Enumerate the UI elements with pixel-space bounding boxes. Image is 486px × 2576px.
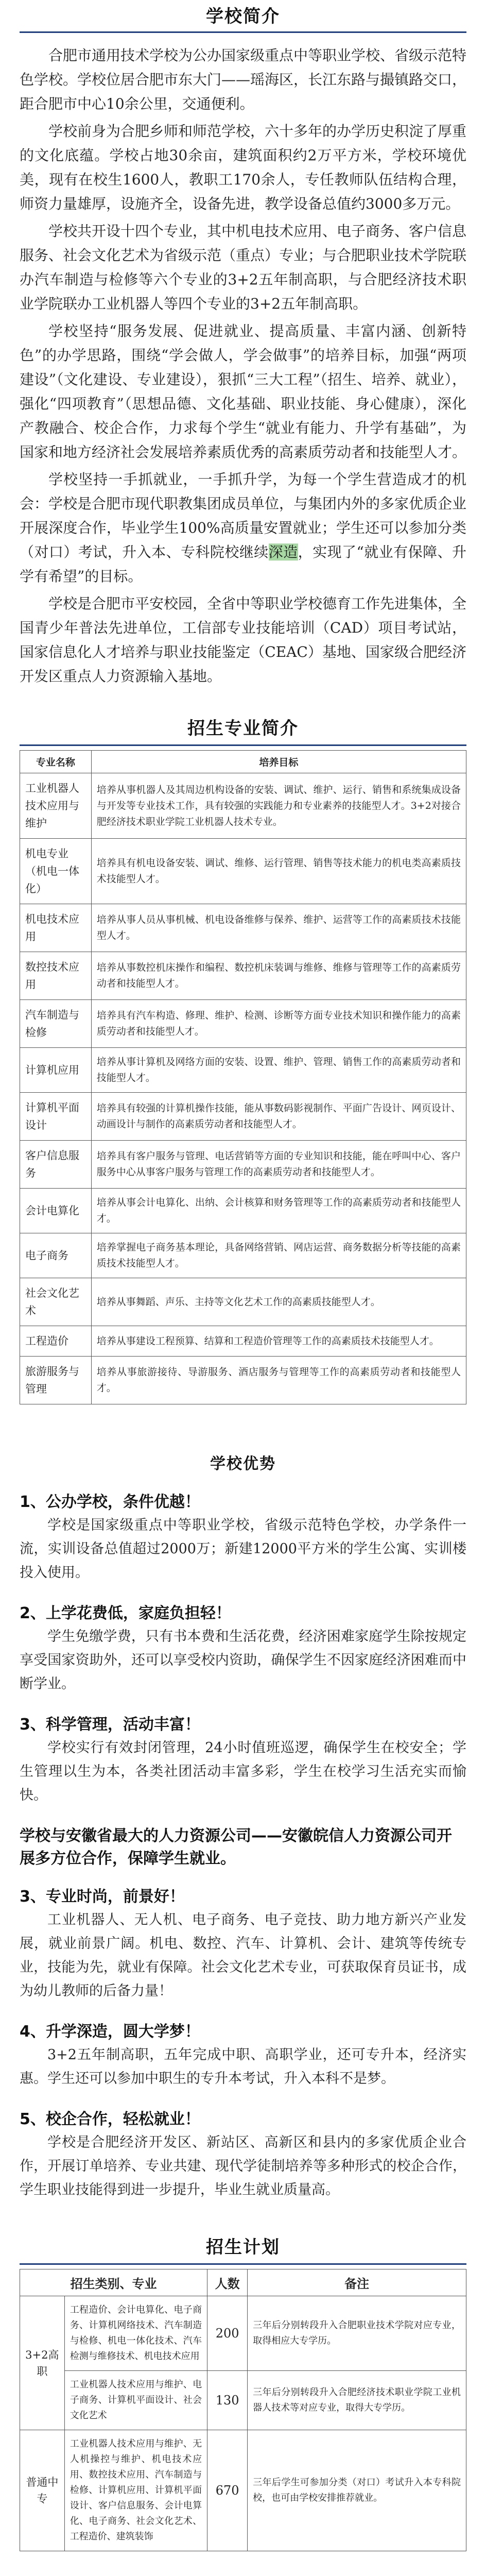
school-intro-section (0, 0, 486, 688)
majors-row (20, 952, 466, 1000)
major-name: 汽车制造与检修 (20, 1000, 92, 1048)
major-goal: 培养具有机电设备安装、调试、维修、运行管理、销售等技术能力的机电类高素质技术技能型人才。 (91, 839, 466, 904)
major-name: 工业机器人技术应用与维护 (20, 773, 92, 839)
plan-col-category: 招生类别、专业 (20, 2269, 207, 2296)
advantages-title: 学校优势 (210, 1455, 276, 1473)
majors-row (20, 1048, 466, 1093)
major-name: 电子商务 (20, 1233, 92, 1278)
major-goal: 培养从事会计电算化、出纳、会计核算和财务管理等工作的高素质劳动者和技能型人才。 (91, 1189, 466, 1233)
advantage-body: 学校实行有效封闭管理，24小时值班巡逻，确保学生在校安全；学生管理以生为本，各类社团活动丰富多彩，学生在校学习生活充实而愉快。 (20, 1740, 466, 1803)
advantage-body: 学校是国家级重点中等职业学校，省级示范特色学校，办学条件一流，实训设备总值超过2000万；新建12000平方米的学生公寓、实训楼投入使用。 (20, 1517, 466, 1581)
major-goal: 培养从事计算机及网络方面的安装、设置、维护、管理、销售工作的高素质劳动者和技能型人才。 (91, 1048, 466, 1093)
intro-paragraph-3: 学校共开设十四个专业，其中机电技术应用、电子商务、客户信息服务、社会文化艺术为省级示范（重点）专业；与合肥职业技术学院联办汽车制造与检修等六个专业的3+2五年制高职，与合肥经济技术职业学院联办工业机器人等四个专业的3+2五年制高职。 (20, 223, 467, 312)
plan-row (20, 2296, 466, 2371)
advantage-body: 工业机器人、无人机、电子商务、电子竞技、助力地方新兴产业发展，就业前景广阔。机电、数控、汽车、计算机、会计、建筑等传统专业，技能为先，就业有保障。社会文化艺术专业，可获取保育员证书，成为幼儿教师的后备力量！ (20, 1912, 466, 1999)
advantage-body: 学生免缴学费，只有书本费和生活花费，经济困难家庭学生除按规定享受国家资助外，还可以享受校内资助，确保学生不因家庭经济困难而中断学业。 (20, 1629, 466, 1692)
major-name: 旅游服务与管理 (20, 1357, 92, 1404)
majors-header-row (20, 751, 466, 773)
majors-row (20, 1093, 466, 1141)
majors-col-goal: 培养目标 (91, 751, 466, 773)
advantages-list (20, 1489, 466, 2202)
plan-count: 670 (207, 2430, 248, 2551)
plan-header-row (20, 2269, 466, 2296)
intro-paragraph-2: 学校前身为合肥乡师和师范学校，六十多年的办学历史积淀了厚重的文化底蕴。学校占地30余亩，建筑面积约2万平方米，学校环境优美，现有在校生1600人，教职工170余人，专任教师队伍结构合理，师资力量雄厚，设施齐全，设备先进，教学设备总值约3000多万元。 (20, 123, 467, 212)
majors-row (20, 1326, 466, 1357)
plan-note: 三年后学生可参加分类（对口）考试升入本专科院校，也可由学校安排推荐就业。 (248, 2430, 466, 2551)
advantage-heading: 2、上学花费低，家庭负担轻！ (20, 1604, 231, 1622)
advantage-heading: 5、校企合作，轻松就业！ (20, 2110, 200, 2128)
major-name: 客户信息服务 (20, 1141, 92, 1189)
advantage-body: 3+2五年制高职，五年完成中职、高职学业，还可专升本，经济实惠。学生还可以参加中职生的专升本考试，升入本科不是梦。 (20, 2047, 466, 2087)
intro-paragraph-5 (20, 467, 466, 588)
major-name: 数控技术应用 (20, 952, 92, 1000)
plan-count: 130 (207, 2371, 248, 2430)
majors-row (20, 1189, 466, 1233)
advantages-section (0, 1451, 486, 2202)
intro-paragraph-6: 学校是合肥市平安校园，全省中等职业学校德育工作先进集体，全国青少年普法先进单位，工信部专业技能培训（CAD）项目考试站，国家信息化人才培养与职业技能鉴定（CEAC）基地、国家级合肥经济开发区重点人力资源输入基地。 (20, 595, 467, 685)
advantage-heading: 4、升学深造，圆大学梦！ (20, 2023, 200, 2041)
plan-row (20, 2371, 466, 2430)
major-name: 计算机平面设计 (20, 1093, 92, 1141)
advantage-heading: 3、专业时尚，前景好！ (20, 1888, 185, 1906)
major-goal: 培养从事旅游接待、导游服务、酒店服务与管理等工作的高素质劳动者和技能型人才。 (91, 1357, 466, 1404)
majors-section (0, 714, 486, 1404)
plan-category-gaozhi: 3+2高职 (20, 2296, 65, 2430)
majors-col-name: 专业名称 (20, 751, 92, 773)
plan-row (20, 2430, 466, 2551)
school-intro-title: 学校简介 (206, 6, 280, 27)
majors-row (20, 1000, 466, 1048)
advantage-body: 学校是合肥经济开发区、新站区、高新区和县内的多家优质企业合作，开展订单培养、专业共建、现代学徒制培养等多种形式的校企合作，学生职业技能得到进一步提升，毕业生就业质量高。 (20, 2134, 466, 2198)
plan-count: 200 (207, 2296, 248, 2371)
majors-row (20, 1278, 466, 1326)
plan-section (0, 2233, 486, 2551)
major-goal: 培养掌握电子商务基本理论，具备网络营销、网店运营、商务数据分析等技能的高素质技术技能型人才。 (91, 1233, 466, 1278)
majors-row (20, 839, 466, 904)
plan-col-count: 人数 (207, 2269, 248, 2296)
major-goal: 培养从事人员从事机械、机电设备维修与保养、维护、运营等工作的高素质技术技能型人才。 (91, 904, 466, 952)
plan-majors: 工业机器人技术应用与维护、无人机操控与维护、机电技术应用、数控技术应用、汽车制造与检修、计算机应用、计算机平面设计、客户信息服务、会计电算化、电子商务、社会文化艺术、工程造价、建筑装饰 (64, 2430, 207, 2551)
major-goal: 培养从事机器人及其周边机构设备的安装、调试、维护、运行、销售和系统集成设备与开发等专业技术工作，具有较强的实践能力和专业素养的技能型人才。3+2对接合肥经济技术职业学院工业机器人技术专业。 (91, 773, 466, 839)
majors-row (20, 1357, 466, 1404)
majors-row (20, 773, 466, 839)
major-goal: 培养具有汽车构造、修理、维护、检测、诊断等方面专业技术知识和操作能力的高素质劳动者和技能型人才。 (91, 1000, 466, 1048)
major-goal: 培养从事建设工程预算、结算和工程造价管理等工作的高素质技术技能型人才。 (91, 1326, 466, 1357)
title-divider (20, 31, 466, 33)
highlighted-text: 深造 (268, 544, 298, 561)
major-name: 会计电算化 (20, 1189, 92, 1233)
title-divider (20, 2263, 466, 2265)
plan-table (20, 2269, 466, 2551)
major-name: 社会文化艺术 (20, 1278, 92, 1326)
advantage-heading: 学校与安徽省最大的人力资源公司——安徽皖信人力资源公司开展多方位合作，保障学生就业。 (20, 1827, 452, 1868)
plan-majors: 工业机器人技术应用与维护、电子商务、计算机平面设计、社会文化艺术 (64, 2371, 207, 2430)
majors-row (20, 904, 466, 952)
title-divider (20, 744, 466, 746)
plan-note: 三年后分别转段升入合肥经济技术职业学院工业机器人技术等对应专业，取得大专学历。 (248, 2371, 466, 2430)
major-name: 计算机应用 (20, 1048, 92, 1093)
majors-row (20, 1233, 466, 1278)
major-name: 机电专业（机电一体化） (20, 839, 92, 904)
plan-category-zhongzhuan: 普通中专 (20, 2430, 65, 2551)
intro-paragraph-5-a: 学校坚持一手抓就业，一手抓升学，为每一个学生营造成才的机会：学校是合肥市现代职教集团成员单位，与集团内外的多家优质企业开展深度合作，毕业学生100%高质量安置就业；学生还可以参加分类（对口）考试，升入本、专科院校继续 (20, 471, 467, 561)
major-goal: 培养具有较强的计算机操作技能，能从事数码影视制作、平面广告设计、网页设计、动画设计与制作的高素质劳动者和技能型人才。 (91, 1093, 466, 1141)
major-goal: 培养从事舞蹈、声乐、主持等文化艺术工作的高素质技能型人才。 (91, 1278, 466, 1326)
plan-majors: 工程造价、会计电算化、电子商务、计算机网络技术、汽车制造与检修、机电一体化技术、汽车检测与维修技术、机电技术应用 (64, 2296, 207, 2371)
major-name: 机电技术应用 (20, 904, 92, 952)
majors-table-body (20, 773, 466, 1404)
plan-col-note: 备注 (248, 2269, 466, 2296)
advantage-heading: 3、科学管理，活动丰富！ (20, 1716, 200, 1734)
major-goal: 培养具有客户服务与管理、电话营销等方面的专业知识和技能，能在呼叫中心、客户服务中心从事客户服务与管理工作的高素质劳动者和技能型人才。 (91, 1141, 466, 1189)
plan-title: 招生计划 (206, 2237, 280, 2258)
major-name: 工程造价 (20, 1326, 92, 1357)
advantage-heading: 1、公办学校，条件优越！ (20, 1493, 200, 1511)
plan-note: 三年后分别转段升入合肥职业技术学院对应专业，取得相应大专学历。 (248, 2296, 466, 2371)
major-goal: 培养从事数控机床操作和编程、数控机床装调与维修、维修与管理等工作的高素质劳动者和技能型人才。 (91, 952, 466, 1000)
majors-title: 招生专业简介 (187, 718, 299, 739)
intro-paragraph-5-b: ，实现了“就业有保障、升学有希望”的目标。 (20, 544, 466, 585)
majors-row (20, 1141, 466, 1189)
intro-paragraph-1: 合肥市通用技术学校为公办国家级重点中等职业学校、省级示范特色学校。学校位居合肥市东大门——瑶海区，长江东路与撮镇路交口，距合肥市中心10余公里，交通便利。 (20, 47, 467, 112)
majors-table (20, 750, 466, 1404)
intro-paragraph-4: 学校坚持“服务发展、促进就业、提高质量、丰富内涵、创新特色”的办学思路，围绕“学会做人，学会做事”的培养目标，加强“两项建设”（文化建设、专业建设），狠抓“三大工程”（招生、培养、就业），强化“四项教育”（思想品德、文化基础、职业技能、身心健康），深化产教融合、校企合作，力求每个学生“就业有能力、升学有基础”，为国家和地方经济社会发展培养素质优秀的高素质劳动者和技能型人才。 (20, 323, 467, 461)
